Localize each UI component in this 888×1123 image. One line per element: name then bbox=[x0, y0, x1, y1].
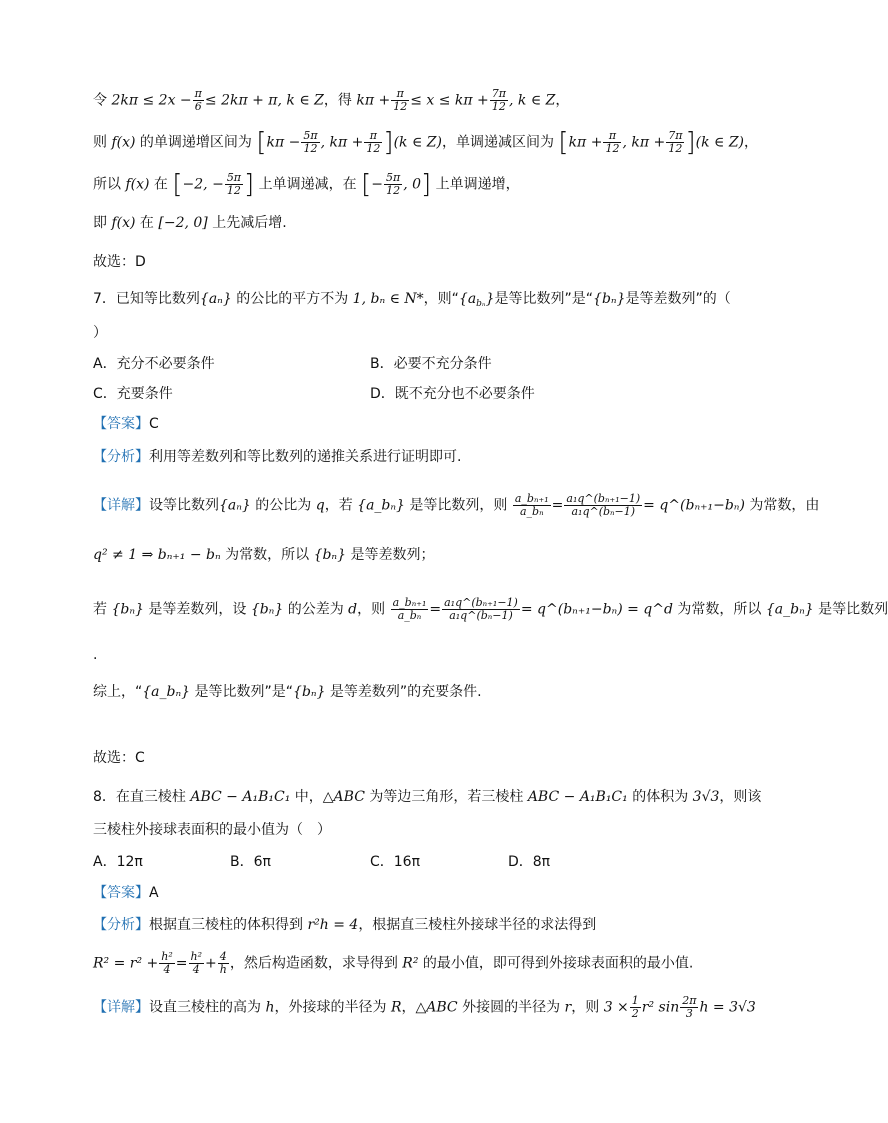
q8-analysis-1 bbox=[93, 915, 714, 935]
q8-answer bbox=[93, 883, 714, 903]
math: 1, bₙ ∈ N* bbox=[352, 291, 424, 307]
answer-tag: 【答案】 bbox=[93, 885, 149, 901]
q8-option-a: A．12π bbox=[93, 854, 143, 870]
text: ，则该 bbox=[719, 789, 762, 805]
math: ABC − A₁B₁C₁ bbox=[527, 789, 628, 805]
q7-final: 故选：C bbox=[93, 750, 145, 766]
math: , 0 bbox=[403, 176, 422, 193]
text: ，若 bbox=[324, 497, 358, 514]
fraction: $\frac{\text{a\_bₙ₊₁}}{\text{a\_bₙ}}$ bbox=[514, 492, 549, 518]
math: {aₙ} bbox=[199, 291, 232, 307]
text: 是等差数列”的（ bbox=[625, 291, 731, 307]
math: {a_bₙ} bbox=[357, 497, 405, 514]
text: ，则 bbox=[357, 601, 390, 618]
text: 根据直三棱柱的体积得到 bbox=[149, 917, 308, 933]
fraction: $\frac{\text{h²}}{4}$ bbox=[190, 950, 203, 976]
math: f(x) bbox=[125, 176, 150, 193]
text: ，则 bbox=[571, 999, 604, 1016]
math: {bₙ} bbox=[250, 601, 284, 618]
text: ， bbox=[401, 999, 416, 1016]
answer-tag: 【答案】 bbox=[93, 416, 149, 432]
text: 外接圆的半径为 bbox=[457, 999, 565, 1016]
text: ，则“ bbox=[423, 291, 459, 307]
math: = q^(bₙ₊₁−bₙ) bbox=[643, 497, 745, 514]
text: 是等差数列，设 bbox=[143, 601, 251, 618]
q7-stem-cont: ） bbox=[93, 325, 107, 341]
fraction: $\frac{7\pi}{12}$ bbox=[491, 87, 507, 113]
text: 即 bbox=[93, 215, 112, 231]
math: {bₙ} bbox=[111, 601, 144, 618]
text: 上单调递增， bbox=[431, 176, 520, 193]
text: 则 bbox=[93, 134, 112, 151]
math: kπ − bbox=[266, 134, 301, 151]
math: f(x) bbox=[111, 215, 136, 231]
text: 是等比数列”是“ bbox=[494, 291, 594, 307]
math: r² sin bbox=[641, 999, 680, 1016]
math: ≤ 2kπ + π, k ∈ Z bbox=[204, 92, 324, 109]
q7-option-c: C．充要条件 bbox=[93, 386, 173, 402]
text: 的公比为 bbox=[250, 497, 316, 514]
math: q bbox=[315, 497, 325, 514]
math: R² bbox=[402, 955, 419, 972]
q8-stem-2: 三棱柱外接球表面积的最小值为（ ） bbox=[93, 822, 331, 838]
math: d bbox=[348, 601, 358, 618]
fraction: $\frac{\pi}{12}$ bbox=[393, 87, 408, 113]
detail-tag: 【详解】 bbox=[93, 497, 149, 514]
q7-detail-line-2 bbox=[93, 545, 714, 565]
text: 8．在直三棱柱 bbox=[93, 789, 191, 805]
math: , kπ + bbox=[622, 134, 666, 151]
text: 7．已知等比数列 bbox=[93, 291, 200, 307]
text: ，单调递减区间为 bbox=[441, 134, 559, 151]
text: 设直三棱柱的高为 bbox=[149, 999, 266, 1016]
math: kπ + bbox=[356, 92, 391, 109]
q7-option-d: D．既不充分也不必要条件 bbox=[370, 386, 535, 402]
fraction: $\frac{\text{a\_bₙ₊₁}}{\text{a\_bₙ}}$ bbox=[392, 596, 427, 622]
math: R bbox=[390, 999, 402, 1016]
fraction: $\frac{\pi}{12}$ bbox=[366, 129, 381, 155]
text: 在 bbox=[135, 215, 159, 231]
math: {bₙ} bbox=[293, 684, 326, 700]
q8-analysis-2 bbox=[93, 951, 714, 976]
fraction: $\frac{1}{2}$ bbox=[631, 994, 639, 1020]
fraction: $\frac{7\pi}{12}$ bbox=[668, 129, 683, 155]
math: −2, − bbox=[182, 176, 224, 193]
text: ，然后构造函数，求导得到 bbox=[229, 955, 403, 972]
q8-option-d: D．8π bbox=[508, 854, 551, 870]
math: f(x) bbox=[111, 134, 136, 151]
q7-option-a: A．充分不必要条件 bbox=[93, 356, 215, 372]
math: , k ∈ Z bbox=[509, 92, 556, 109]
text: 综上，“ bbox=[93, 684, 143, 700]
math: q² ≠ 1 ⇒ bₙ₊₁ − bₙ bbox=[93, 547, 221, 563]
math: ≤ x ≤ kπ + bbox=[410, 92, 489, 109]
q8-option-b: B．6π bbox=[230, 854, 271, 870]
q7-option-b: B．必要不充分条件 bbox=[370, 356, 492, 372]
text: 在 bbox=[149, 176, 173, 193]
q7-summary bbox=[93, 682, 714, 702]
math: kπ + bbox=[568, 134, 603, 151]
math: = bbox=[175, 955, 188, 972]
text: 设等比数列 bbox=[149, 497, 219, 514]
text: 上先减后增. bbox=[207, 215, 287, 231]
text: 是等差数列； bbox=[346, 547, 435, 563]
math: 2kπ ≤ 2x − bbox=[111, 92, 192, 109]
text: 若 bbox=[93, 601, 112, 618]
text: 的单调递增区间为 bbox=[135, 134, 257, 151]
text: 是等比数列，则 bbox=[404, 497, 512, 514]
math: h bbox=[265, 999, 275, 1016]
math: {a_bₙ} bbox=[765, 601, 814, 618]
text: ， bbox=[555, 92, 570, 109]
math: − bbox=[371, 176, 383, 193]
text: 中， bbox=[290, 789, 323, 805]
text: 是等差数列”的充要条件. bbox=[325, 684, 482, 700]
fraction: $\frac{\text{a₁q\textasciicircum{}(bₙ₊₁−1)}}{\text{a₁q\textasciicircum{}(bₙ−1)}}$ bbox=[566, 492, 641, 518]
analysis-tag: 【分析】 bbox=[93, 449, 149, 465]
text: 所以 bbox=[93, 176, 126, 193]
math: r²h = 4 bbox=[307, 917, 359, 933]
math: , kπ + bbox=[320, 134, 364, 151]
q7-stem bbox=[93, 289, 731, 314]
math: {bₙ} bbox=[313, 547, 347, 563]
text: ，得 bbox=[323, 92, 357, 109]
answer-value: C bbox=[149, 416, 159, 432]
text: ， bbox=[744, 134, 759, 151]
analysis-text: 利用等差数列和等比数列的递推关系进行证明即可. bbox=[149, 449, 462, 465]
math: 3 × bbox=[603, 999, 629, 1016]
prev-answer: 故选：D bbox=[93, 254, 146, 270]
math: $\{a_{b_n}\}$ bbox=[458, 291, 495, 309]
solution-line-3: 所以 f(x) 在 [−2, − $\frac{5\pi}{12}$ ] 上单调递减，在 [− $\frac{5\pi}{12}$ , 0] 上单调递增， bbox=[93, 169, 520, 200]
math: {bₙ} bbox=[593, 291, 626, 307]
math: △ABC bbox=[322, 789, 365, 805]
q8-detail-1 bbox=[93, 994, 756, 1020]
answer-value: A bbox=[149, 885, 159, 901]
text: 为常数，所以 bbox=[220, 547, 314, 563]
math: {aₙ} bbox=[219, 497, 251, 514]
solution-line-1 bbox=[93, 88, 714, 113]
text: 为等边三角形，若三棱柱 bbox=[364, 789, 528, 805]
text: 是等比数列”是“ bbox=[190, 684, 294, 700]
text: 的最小值，即可得到外接球表面积的最小值. bbox=[418, 955, 694, 972]
math: + bbox=[205, 955, 217, 972]
math: r bbox=[564, 999, 572, 1016]
math: R² = r² + bbox=[93, 955, 159, 972]
fraction: $\frac{5\pi}{12}$ bbox=[303, 129, 318, 155]
fraction: $\frac{\pi}{6}$ bbox=[194, 87, 202, 113]
fraction: $\frac{\pi}{12}$ bbox=[605, 129, 620, 155]
math: h = 3√3 bbox=[699, 999, 756, 1016]
text: 为常数，由 bbox=[744, 497, 820, 514]
math: (k ∈ Z) bbox=[393, 134, 442, 151]
text: 的公比的平方不为 bbox=[231, 291, 353, 307]
fraction: $\frac{5\pi}{12}$ bbox=[386, 171, 401, 197]
detail-tag: 【详解】 bbox=[93, 999, 149, 1016]
text: 的体积为 bbox=[627, 789, 693, 805]
q7-detail-line-1 bbox=[93, 492, 820, 518]
text: 的公差为 bbox=[283, 601, 349, 618]
fraction: $\frac{5\pi}{12}$ bbox=[226, 171, 242, 197]
fraction: $\frac{4}{h}$ bbox=[219, 950, 227, 976]
math: (k ∈ Z) bbox=[695, 134, 745, 151]
text: 是等比数列 bbox=[813, 601, 888, 618]
analysis-tag: 【分析】 bbox=[93, 917, 149, 933]
math: = bbox=[551, 497, 564, 514]
text: ，根据直三棱柱外接球半径的求法得到 bbox=[358, 917, 597, 933]
fraction: $\frac{\text{a₁q\textasciicircum{}(bₙ₊₁−1)}}{\text{a₁q\textasciicircum{}(bₙ−1)}}$ bbox=[444, 596, 518, 622]
math: △ABC bbox=[415, 999, 458, 1016]
text: 为常数，所以 bbox=[672, 601, 766, 618]
math: = bbox=[429, 601, 442, 618]
solution-line-2: 则 f(x) 的单调递增区间为 [kπ − $\frac{5\pi}{12}$ , kπ + $\frac{\pi}{12}$ ](k ∈ Z)，单调递减区间为 [kπ + $\frac{\pi}{12}$ , kπ + $\frac{7\pi}{12}$ ](k ∈ Z)， bbox=[93, 127, 759, 158]
q7-detail-line-3 bbox=[93, 596, 888, 622]
math: [−2, 0] bbox=[158, 215, 208, 231]
q7-answer bbox=[93, 414, 714, 434]
math: ABC − A₁B₁C₁ bbox=[190, 789, 291, 805]
math: 3√3 bbox=[692, 789, 720, 805]
text: 令 bbox=[93, 92, 112, 109]
q7-detail-dot: . bbox=[93, 647, 98, 663]
math: {a_bₙ} bbox=[142, 684, 191, 700]
text: ，外接球的半径为 bbox=[274, 999, 391, 1016]
q8-option-c: C．16π bbox=[370, 854, 421, 870]
text: 上单调递减，在 bbox=[254, 176, 362, 193]
fraction: $\frac{\text{h²}}{4}$ bbox=[161, 950, 173, 976]
math: = q^(bₙ₊₁−bₙ) = q^d bbox=[520, 601, 673, 618]
fraction: $\frac{2\pi}{3}$ bbox=[682, 994, 697, 1020]
q8-stem-1 bbox=[93, 787, 762, 807]
solution-line-4 bbox=[93, 213, 714, 233]
q7-analysis bbox=[93, 447, 714, 467]
